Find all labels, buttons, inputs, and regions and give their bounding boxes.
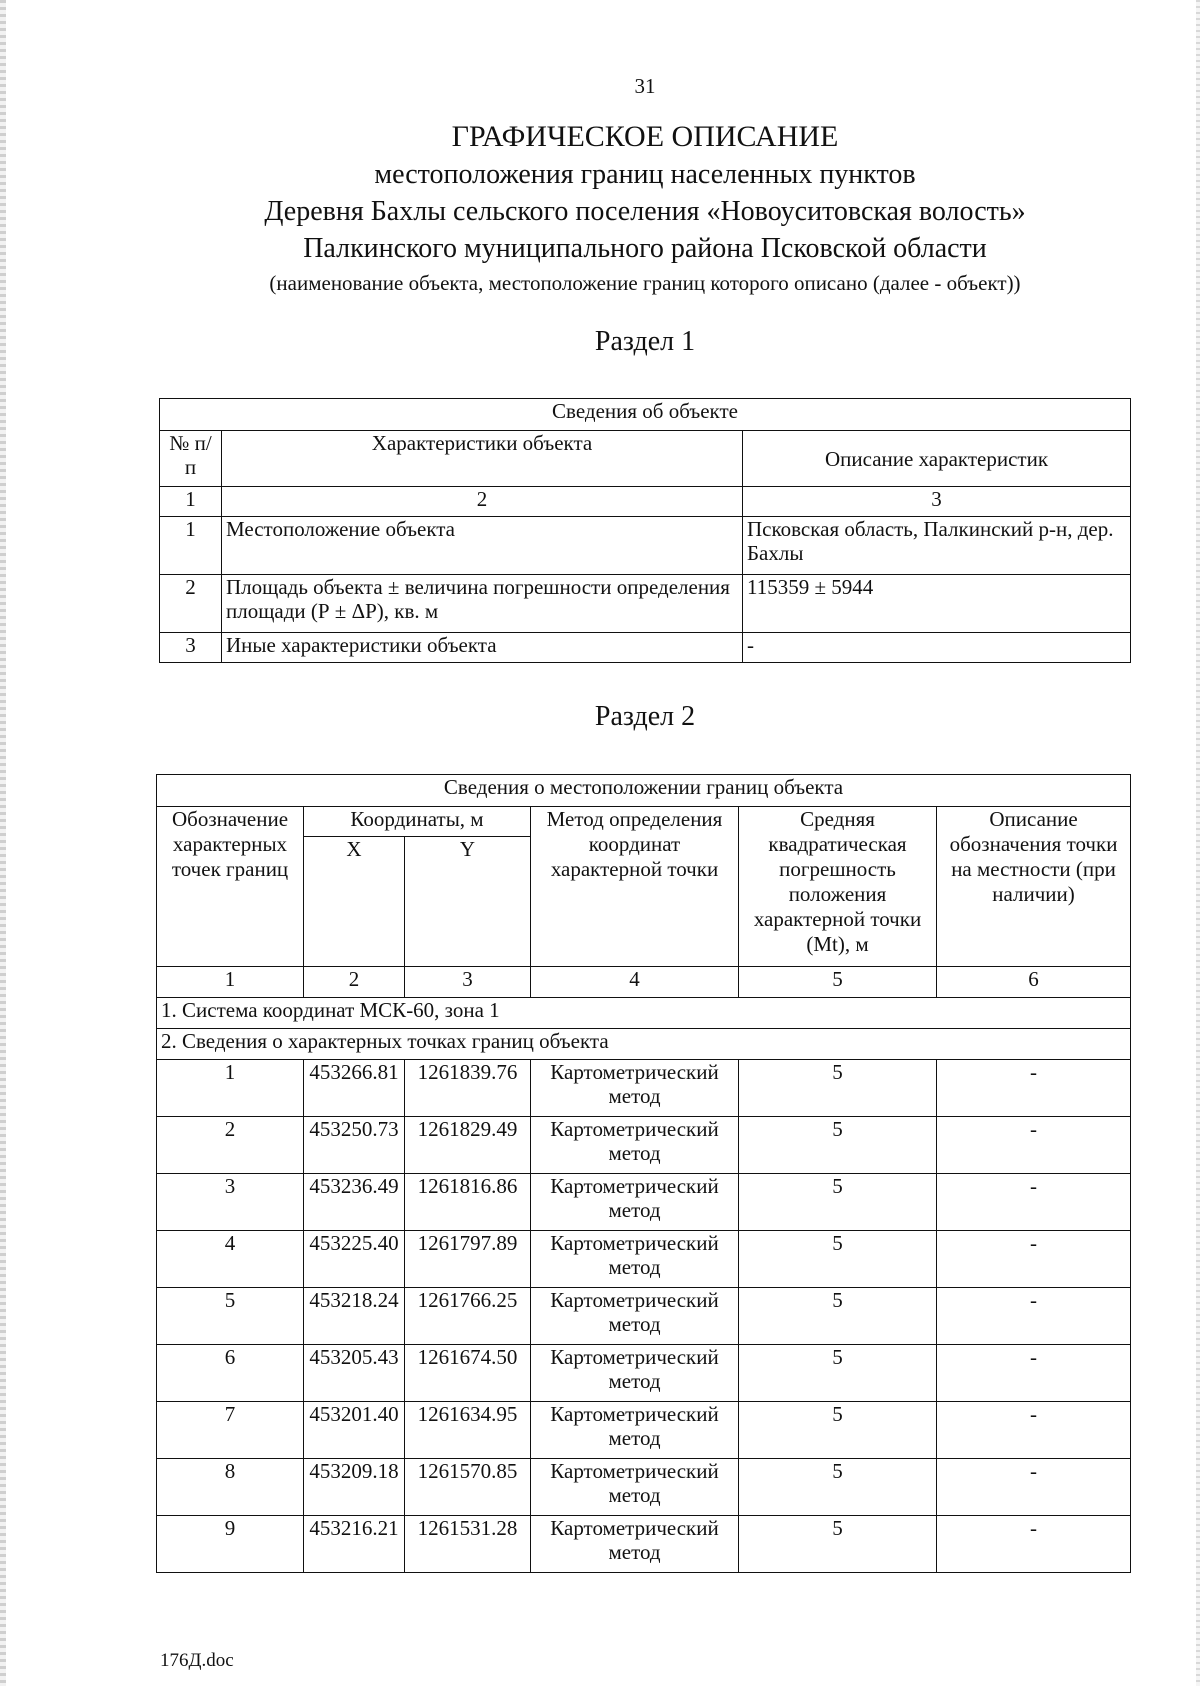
point-method: Картометрический метод (531, 1345, 739, 1402)
point-method: Картометрический метод (531, 1288, 739, 1345)
header-method: Метод определения координат характерной точки (531, 807, 739, 967)
point-method: Картометрический метод (531, 1231, 739, 1288)
header-error: Средняя квадратическая погрешность положения характерной точки (Mt), м (739, 807, 937, 967)
table2-colnum: 6 (937, 967, 1131, 998)
point-y: 1261766.25 (405, 1288, 531, 1345)
table-row (157, 1174, 1131, 1231)
table-row (160, 575, 1131, 633)
point-y: 1261816.86 (405, 1174, 531, 1231)
point-method: Картометрический метод (531, 1174, 739, 1231)
point-x: 453225.40 (304, 1231, 405, 1288)
point-desc: - (937, 1516, 1131, 1573)
table-row (157, 1117, 1131, 1174)
point-error: 5 (739, 1402, 937, 1459)
point-desc: - (937, 1117, 1131, 1174)
point-id: 5 (157, 1288, 304, 1345)
table2-colnum: 2 (304, 967, 405, 998)
table1-colnum: 1 (160, 487, 222, 517)
point-desc: - (937, 1231, 1131, 1288)
table-row (157, 1402, 1131, 1459)
table-row (157, 1459, 1131, 1516)
row-num: 3 (160, 633, 222, 663)
point-error: 5 (739, 1060, 937, 1117)
header-x: X (304, 837, 405, 967)
point-id: 4 (157, 1231, 304, 1288)
table-row (157, 1345, 1131, 1402)
header-point: Обозначение характерных точек границ (157, 807, 304, 967)
title-note: (наименование объекта, местоположение границ которого описано (далее - объект)) (269, 271, 1021, 295)
document-title: ГРАФИЧЕСКОЕ ОПИСАНИЕ (451, 120, 839, 153)
point-y: 1261531.28 (405, 1516, 531, 1573)
point-id: 8 (157, 1459, 304, 1516)
table1-header-description: Описание характеристик (743, 431, 1131, 487)
point-y: 1261634.95 (405, 1402, 531, 1459)
point-desc: - (937, 1060, 1131, 1117)
point-id: 6 (157, 1345, 304, 1402)
point-y: 1261674.50 (405, 1345, 531, 1402)
point-desc: - (937, 1174, 1131, 1231)
point-id: 2 (157, 1117, 304, 1174)
point-x: 453250.73 (304, 1117, 405, 1174)
table2-title: Сведения о местоположении границ объекта (157, 775, 1131, 807)
header-coords: Координаты, м (304, 807, 531, 837)
point-x: 453216.21 (304, 1516, 405, 1573)
point-desc: - (937, 1288, 1131, 1345)
title-line-1: местоположения границ населенных пунктов (374, 159, 916, 190)
point-method: Картометрический метод (531, 1060, 739, 1117)
table-row (157, 1060, 1131, 1117)
row-characteristic: Местоположение объекта (222, 517, 743, 575)
point-x: 453209.18 (304, 1459, 405, 1516)
table-row (157, 1231, 1131, 1288)
point-y: 1261797.89 (405, 1231, 531, 1288)
table1-title: Сведения об объекте (160, 399, 1131, 431)
point-desc: - (937, 1402, 1131, 1459)
table2-colnum: 1 (157, 967, 304, 998)
row-num: 2 (160, 575, 222, 633)
object-info-table (159, 398, 1131, 663)
point-error: 5 (739, 1174, 937, 1231)
point-id: 9 (157, 1516, 304, 1573)
table-row (160, 633, 1131, 663)
point-method: Картометрический метод (531, 1516, 739, 1573)
section1-heading: Раздел 1 (594, 326, 696, 357)
title-line-2: Деревня Бахлы сельского поселения «Новоуситовская волость» (264, 196, 1026, 227)
footer-filename: 176Д.doc (160, 1650, 234, 1671)
table-row (157, 1288, 1131, 1345)
coordinate-system: 1. Система координат МСК-60, зона 1 (157, 998, 1131, 1029)
point-desc: - (937, 1345, 1131, 1402)
point-error: 5 (739, 1345, 937, 1402)
row-description: Псковская область, Палкинский р-н, дер. Бахлы (743, 517, 1131, 575)
point-method: Картометрический метод (531, 1459, 739, 1516)
point-y: 1261570.85 (405, 1459, 531, 1516)
table1-header-num: № п/п (160, 431, 222, 487)
point-y: 1261839.76 (405, 1060, 531, 1117)
table2-colnum: 3 (405, 967, 531, 998)
table1-colnum: 3 (743, 487, 1131, 517)
table1-header-characteristic: Характеристики объекта (222, 431, 743, 487)
point-id: 1 (157, 1060, 304, 1117)
table2-colnum: 4 (531, 967, 739, 998)
point-error: 5 (739, 1117, 937, 1174)
boundary-points-table (156, 774, 1131, 1573)
point-error: 5 (739, 1459, 937, 1516)
row-characteristic: Площадь объекта ± величина погрешности определения площади (Р ± ΔР), кв. м (222, 575, 743, 633)
point-id: 7 (157, 1402, 304, 1459)
table-row (157, 1516, 1131, 1573)
row-description: - (743, 633, 1131, 663)
row-description: 115359 ± 5944 (743, 575, 1131, 633)
table2-colnum: 5 (739, 967, 937, 998)
point-x: 453218.24 (304, 1288, 405, 1345)
point-x: 453201.40 (304, 1402, 405, 1459)
title-line-3: Палкинского муниципального района Псковской области (303, 233, 987, 264)
section2-heading: Раздел 2 (594, 701, 696, 732)
table-row (160, 517, 1131, 575)
point-y: 1261829.49 (405, 1117, 531, 1174)
point-error: 5 (739, 1516, 937, 1573)
point-error: 5 (739, 1231, 937, 1288)
points-title: 2. Сведения о характерных точках границ объекта (157, 1029, 1131, 1060)
points-body (157, 1060, 1131, 1573)
point-x: 453266.81 (304, 1060, 405, 1117)
point-method: Картометрический метод (531, 1402, 739, 1459)
point-x: 453205.43 (304, 1345, 405, 1402)
header-y: Y (405, 837, 531, 967)
page-number: 31 (634, 74, 656, 98)
row-characteristic: Иные характеристики объекта (222, 633, 743, 663)
point-error: 5 (739, 1288, 937, 1345)
table1-colnum: 2 (222, 487, 743, 517)
row-num: 1 (160, 517, 222, 575)
title-block (0, 118, 1200, 297)
point-desc: - (937, 1459, 1131, 1516)
header-desc: Описание обозначения точки на местности (при наличии) (937, 807, 1131, 967)
point-method: Картометрический метод (531, 1117, 739, 1174)
point-x: 453236.49 (304, 1174, 405, 1231)
point-id: 3 (157, 1174, 304, 1231)
